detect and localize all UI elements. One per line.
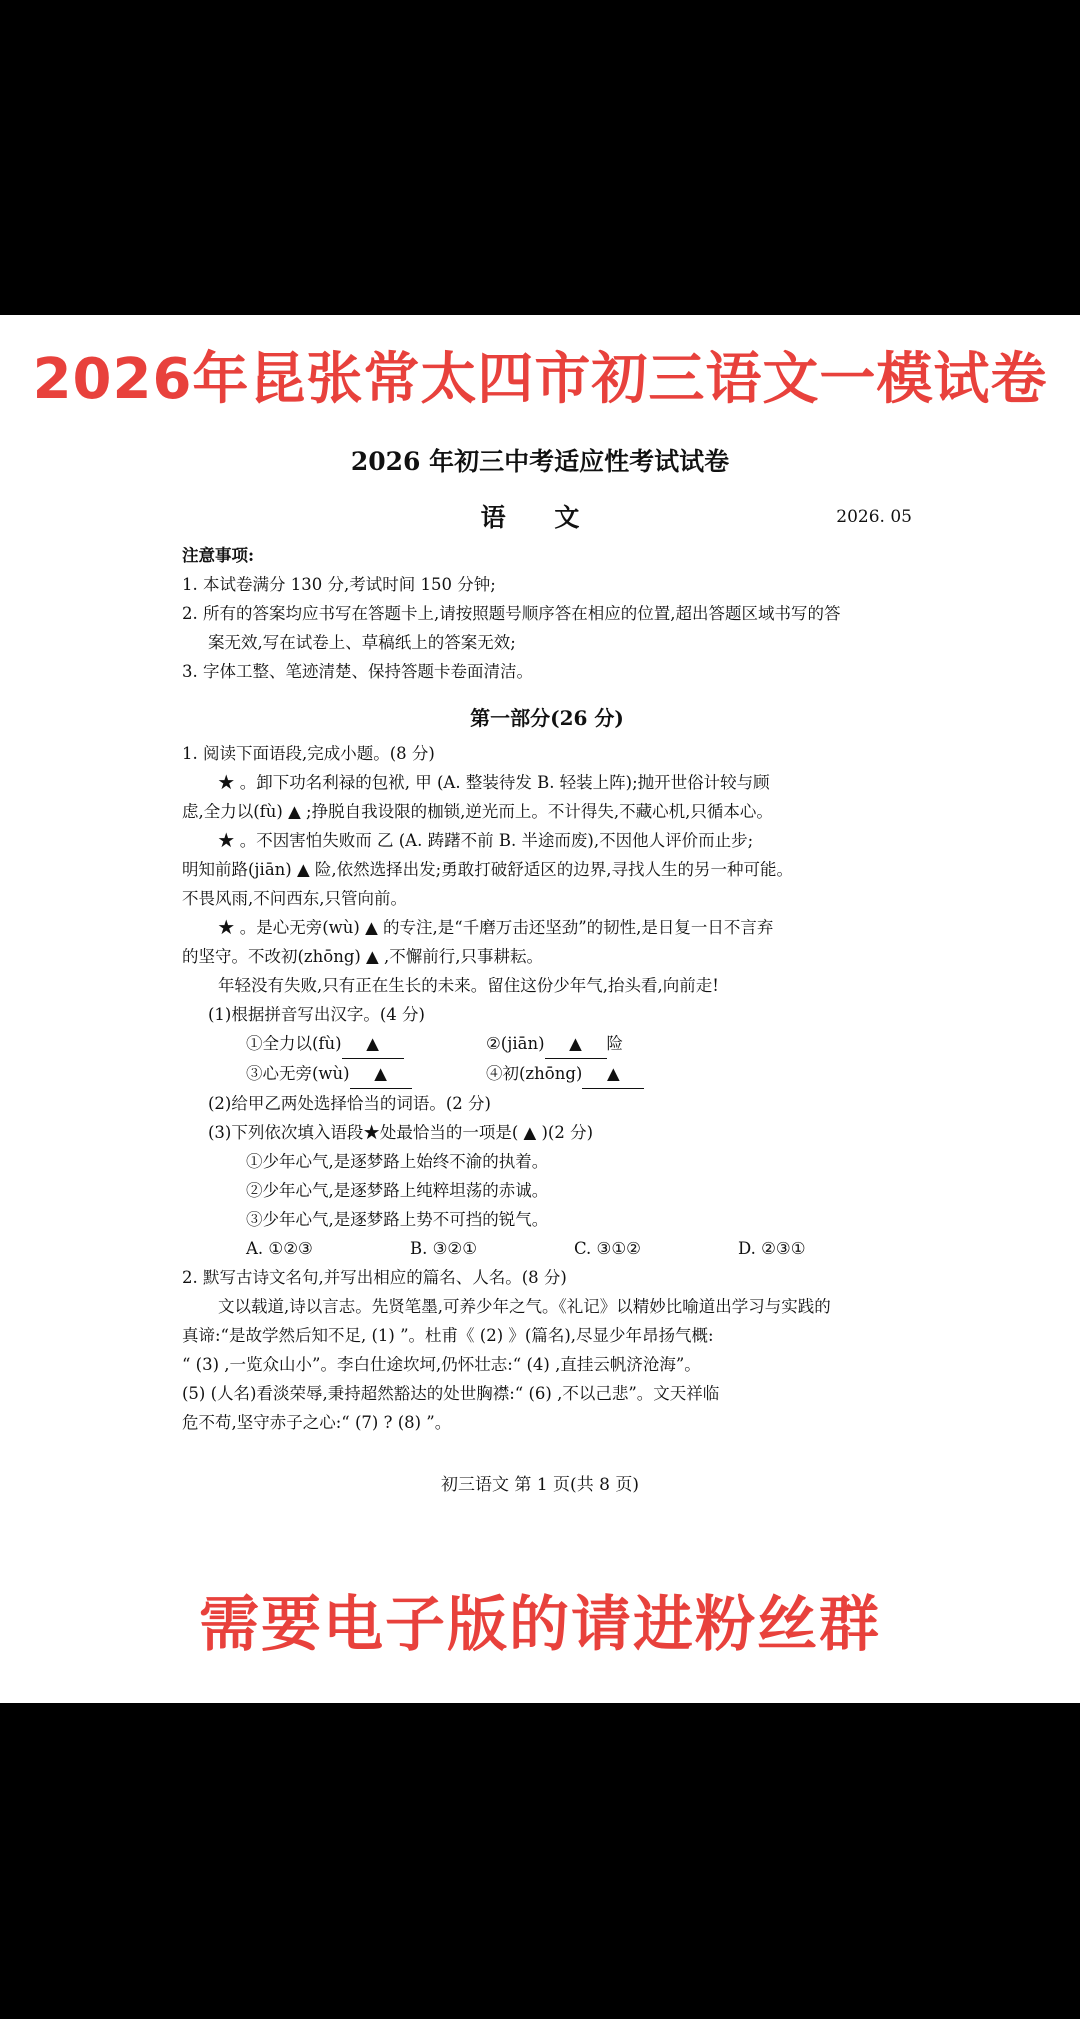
recitation-line: 真谛:“是故学然后知不足, (1) ”。杜甫《 (2) 》(篇名),尽显少年昂扬气概: xyxy=(182,1326,714,1345)
notes-item: 案无效,写在试卷上、草稿纸上的答案无效; xyxy=(208,633,516,652)
question-1-stem: 1. 阅读下面语段,完成小题。(8 分) xyxy=(182,744,435,763)
exam-date: 2026. 05 xyxy=(836,507,912,527)
answer-blank: ▲ xyxy=(582,1059,644,1089)
passage-line: ★ 。是心无旁(wù) ▲ 的专注,是“千磨万击还坚劲”的韧性,是日复一日不言弃 xyxy=(218,918,774,937)
sub-question-2: (2)给甲乙两处选择恰当的词语。(2 分) xyxy=(208,1094,491,1113)
choice-item: ②少年心气,是逐梦路上纯粹坦荡的赤诚。 xyxy=(246,1181,549,1200)
recitation-line: 文以载道,诗以言志。先贤笔墨,可养少年之气。《礼记》以精妙比喻道出学习与实践的 xyxy=(218,1297,831,1316)
answer-blank: ▲ xyxy=(350,1059,412,1089)
exam-subject: 语 文 xyxy=(480,503,600,532)
pinyin-item: ①全力以(fù) xyxy=(246,1034,342,1053)
answer-blank: ▲ xyxy=(342,1029,404,1059)
option-d: D. ②③① xyxy=(738,1239,806,1258)
choice-item: ①少年心气,是逐梦路上始终不渝的执着。 xyxy=(246,1152,549,1171)
sub-question-3: (3)下列依次填入语段★处最恰当的一项是( ▲ )(2 分) xyxy=(208,1123,594,1142)
passage-line: 不畏风雨,不问西东,只管向前。 xyxy=(182,889,407,908)
options-row xyxy=(182,1234,912,1263)
pinyin-item: ④初(zhōng) xyxy=(486,1064,583,1083)
exam-paper-title: 2026 年初三中考适应性考试试卷 xyxy=(350,447,730,476)
passage-line: 的坚守。不改初(zhōng) ▲ ,不懈前行,只事耕耘。 xyxy=(182,947,543,966)
option-c: C. ③①② xyxy=(574,1239,641,1258)
recitation-line: “ (3) ,一览众山小”。李白仕途坎坷,仍怀壮志:“ (4) ,直挂云帆济沧海”。 xyxy=(182,1355,701,1374)
pinyin-row xyxy=(182,1029,912,1059)
sub-question-1: (1)根据拼音写出汉字。(4 分) xyxy=(208,1005,425,1024)
notes-item: 1. 本试卷满分 130 分,考试时间 150 分钟; xyxy=(182,575,496,594)
pinyin-item: ③心无旁(wù) xyxy=(246,1064,350,1083)
choice-item: ③少年心气,是逐梦路上势不可挡的锐气。 xyxy=(246,1210,549,1229)
passage-line: 明知前路(jiān) ▲ 险,依然选择出发;勇敢打破舒适区的边界,寻找人生的另一种可能。 xyxy=(182,860,793,879)
answer-blank: ▲ xyxy=(545,1029,607,1059)
pinyin-tail: 险 xyxy=(606,1034,624,1053)
notes-item: 2. 所有的答案均应书写在答题卡上,请按照题号顺序答在相应的位置,超出答题区域书写的答 xyxy=(182,604,841,623)
passage-line: ★ 。卸下功名利禄的包袱, 甲 (A. 整装待发 B. 轻装上阵);抛开世俗计较与顾 xyxy=(218,773,770,792)
question-2-stem: 2. 默写古诗文名句,并写出相应的篇名、人名。(8 分) xyxy=(182,1268,567,1287)
passage-line: 年轻没有失败,只有正在生长的未来。留住这份少年气,抬头看,向前走! xyxy=(218,976,719,995)
recitation-line: 危不苟,坚守赤子之心:“ (7) ? (8) ”。 xyxy=(182,1413,452,1432)
option-a: A. ①②③ xyxy=(246,1239,313,1258)
pinyin-row xyxy=(182,1059,912,1089)
pinyin-item: ②(jiān) xyxy=(486,1034,545,1053)
page-footer: 初三语文 第 1 页(共 8 页) xyxy=(441,1475,639,1495)
option-b: B. ③②① xyxy=(410,1239,477,1258)
notes-item: 3. 字体工整、笔迹清楚、保持答题卡卷面清洁。 xyxy=(182,662,533,681)
exam-body xyxy=(182,541,912,1437)
recitation-line: (5) (人名)看淡荣辱,秉持超然豁达的处世胸襟:“ (6) ,不以己悲”。文天祥临 xyxy=(182,1384,720,1403)
notes-title: 注意事项: xyxy=(182,546,255,565)
part-one-title: 第一部分(26 分) xyxy=(470,706,624,730)
promo-banner-title: 2026年昆张常太四市初三语文一模试卷 xyxy=(32,347,1048,412)
exam-photo-panel xyxy=(0,315,1080,1703)
passage-line: 虑,全力以(fù) ▲ ;挣脱自我设限的枷锁,逆光而上。不计得失,不藏心机,只循本心。 xyxy=(182,802,773,821)
passage-line: ★ 。不因害怕失败而 乙 (A. 踌躇不前 B. 半途而废),不因他人评价而止步; xyxy=(218,831,754,850)
cta-caption: 需要电子版的请进粉丝群 xyxy=(199,1590,881,1660)
